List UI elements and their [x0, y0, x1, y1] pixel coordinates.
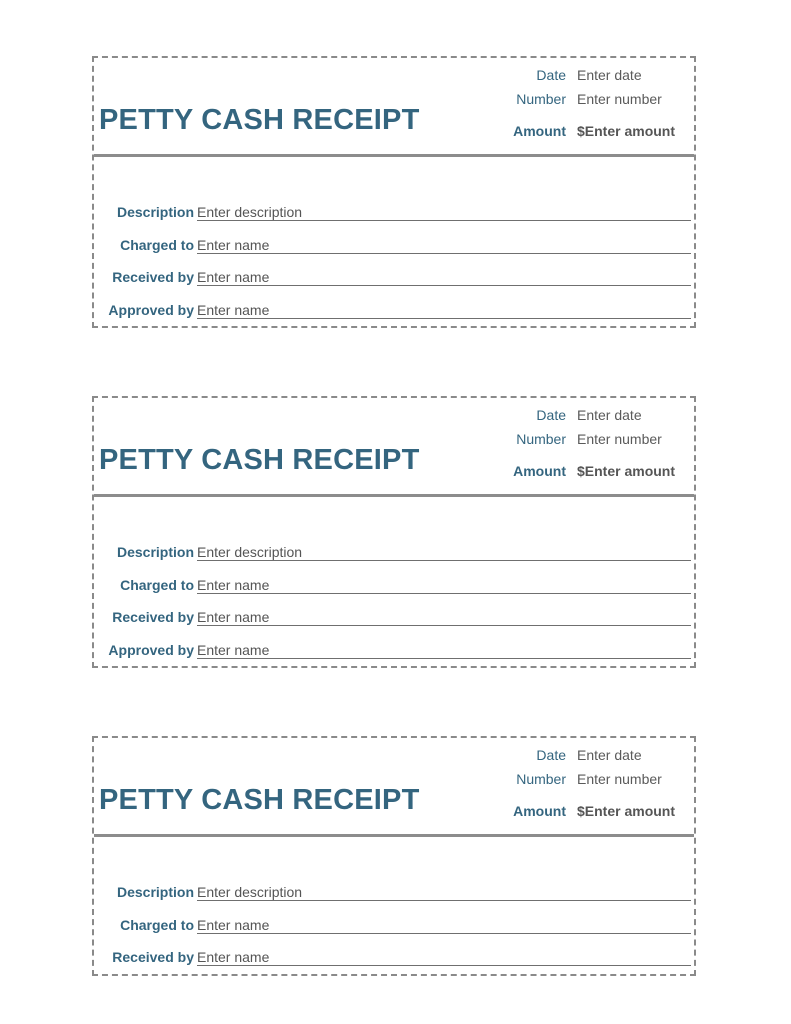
description-row: [94, 202, 694, 224]
charged-to-underline: [197, 575, 691, 594]
received-by-label: Received by: [112, 609, 194, 625]
approved-by-underline: [197, 640, 691, 659]
description-label: Description: [116, 884, 194, 900]
charged-to-row: [94, 915, 694, 937]
description-field[interactable]: Enter description: [197, 204, 303, 220]
date-field[interactable]: Enter date: [577, 407, 642, 423]
petty-cash-receipt-3: [92, 736, 696, 976]
petty-cash-receipt-2: [92, 396, 696, 668]
charged-to-label: Charged to: [120, 917, 194, 933]
approved-by-label: Approved by: [108, 302, 194, 318]
number-field[interactable]: Enter number: [577, 431, 662, 447]
amount-field[interactable]: $Enter amount: [577, 123, 676, 139]
date-label: Date: [536, 67, 566, 83]
number-label: Number: [516, 771, 566, 787]
charged-to-field[interactable]: Enter name: [197, 237, 270, 253]
date-field[interactable]: Enter date: [577, 67, 642, 83]
approved-by-field[interactable]: Enter name: [197, 302, 270, 318]
approved-by-row: [94, 300, 694, 322]
approved-by-row: [94, 640, 694, 662]
petty-cash-receipt-1: [92, 56, 696, 328]
received-by-underline: [197, 947, 691, 966]
received-by-field[interactable]: Enter name: [197, 949, 270, 965]
description-field[interactable]: Enter description: [197, 544, 303, 560]
receipt-header: [94, 58, 694, 157]
approved-by-field[interactable]: Enter name: [197, 642, 270, 658]
received-by-field[interactable]: Enter name: [197, 269, 270, 285]
approved-by-label: Approved by: [108, 642, 194, 658]
charged-to-label: Charged to: [120, 577, 194, 593]
date-field[interactable]: Enter date: [577, 747, 642, 763]
received-by-row: [94, 267, 694, 289]
number-row: [384, 771, 684, 789]
charged-to-underline: [197, 915, 691, 934]
description-row: [94, 882, 694, 904]
amount-row: [384, 463, 684, 481]
description-row: [94, 542, 694, 564]
date-label: Date: [536, 407, 566, 423]
number-row: [384, 91, 684, 109]
receipt-title: PETTY CASH RECEIPT: [99, 104, 420, 136]
number-label: Number: [516, 431, 566, 447]
received-by-row: [94, 607, 694, 629]
charged-to-row: [94, 575, 694, 597]
number-field[interactable]: Enter number: [577, 771, 662, 787]
receipt-header: [94, 398, 694, 497]
amount-row: [384, 123, 684, 141]
received-by-label: Received by: [112, 949, 194, 965]
amount-label: Amount: [513, 803, 566, 819]
date-row: [384, 747, 684, 765]
charged-to-label: Charged to: [120, 237, 194, 253]
amount-field[interactable]: $Enter amount: [577, 803, 676, 819]
description-label: Description: [116, 204, 194, 220]
amount-row: [384, 803, 684, 821]
charged-to-row: [94, 235, 694, 257]
receipt-header: [94, 738, 694, 837]
charged-to-field[interactable]: Enter name: [197, 577, 270, 593]
date-row: [384, 407, 684, 425]
number-label: Number: [516, 91, 566, 107]
amount-field[interactable]: $Enter amount: [577, 463, 676, 479]
number-field[interactable]: Enter number: [577, 91, 662, 107]
approved-by-underline: [197, 300, 691, 319]
charged-to-field[interactable]: Enter name: [197, 917, 270, 933]
description-field[interactable]: Enter description: [197, 884, 303, 900]
charged-to-underline: [197, 235, 691, 254]
received-by-field[interactable]: Enter name: [197, 609, 270, 625]
description-label: Description: [116, 544, 194, 560]
receipt-title: PETTY CASH RECEIPT: [99, 784, 420, 816]
amount-label: Amount: [513, 123, 566, 139]
date-label: Date: [536, 747, 566, 763]
received-by-underline: [197, 267, 691, 286]
received-by-row: [94, 947, 694, 969]
date-row: [384, 67, 684, 85]
amount-label: Amount: [513, 463, 566, 479]
received-by-label: Received by: [112, 269, 194, 285]
received-by-underline: [197, 607, 691, 626]
receipt-title: PETTY CASH RECEIPT: [99, 444, 420, 476]
number-row: [384, 431, 684, 449]
